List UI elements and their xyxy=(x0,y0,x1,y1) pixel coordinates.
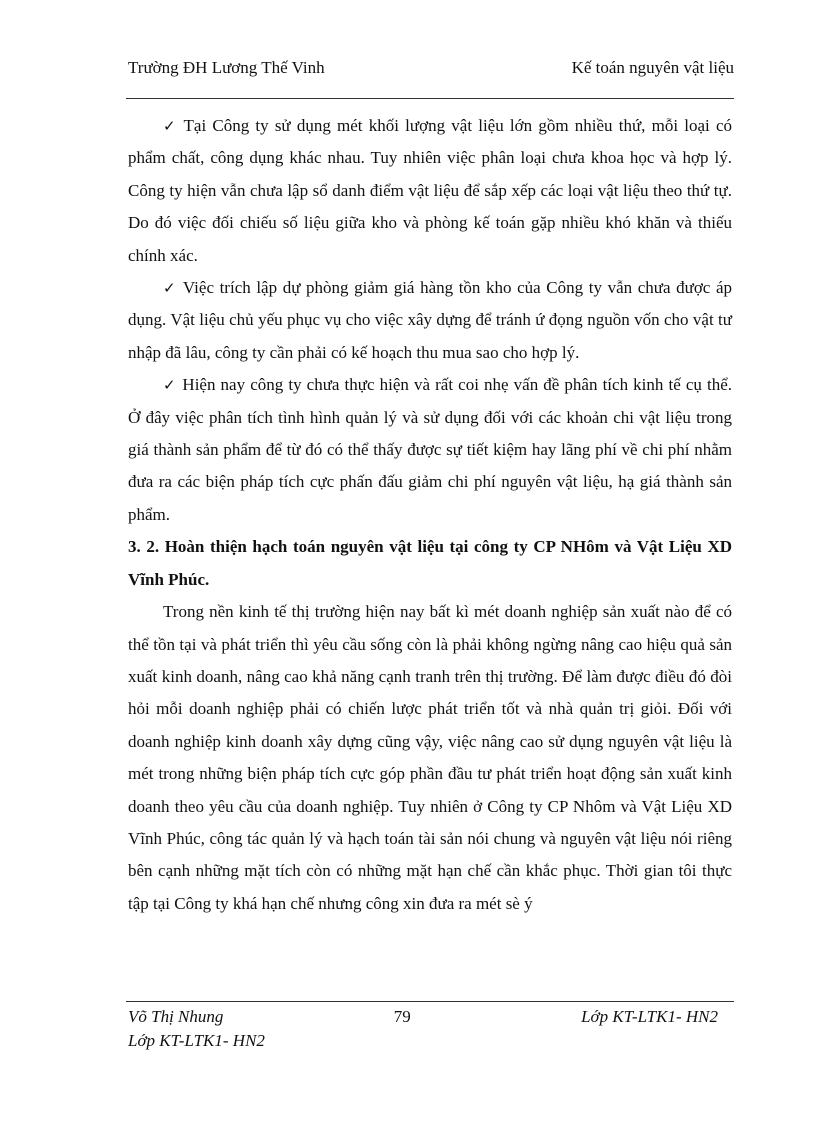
checkmark-icon: ✓ xyxy=(163,279,177,298)
bullet-text: Hiện nay công ty chưa thực hiện và rất coi nhẹ vấn đề phân tích kinh tế cụ thể. Ở đây việc phân tích tình hình quản lý và sử dụng đối với các khoản chi vật liệu trong giá thành sản phẩm để từ đó có thể thấy được sự tiết kiệm hay lãng phí về chi phí nhằm đưa ra các biện pháp tích cực phấn đấu giảm chi phí nguyên vật liệu, hạ giá thành sản phẩm. xyxy=(128,375,732,524)
bullet-text: Việc trích lập dự phòng giảm giá hàng tồn kho của Công ty vẫn chưa được áp dụng. Vật liệu chủ yếu phục vụ cho việc xây dựng để tránh ứ đọng nguồn vốn cho vật tư nhập đã lâu, công ty cần phải có kế hoạch thu mua sao cho hợp lý. xyxy=(128,278,732,362)
section-heading: 3. 2. Hoàn thiện hạch toán nguyên vật liệu tại công ty CP NHôm và Vật Liệu XD Vĩnh Phúc. xyxy=(128,537,732,589)
page-footer xyxy=(128,1005,718,1053)
bullet-paragraph xyxy=(128,369,732,531)
checkmark-icon: ✓ xyxy=(163,117,178,135)
bullet-paragraph xyxy=(128,110,732,272)
footer-divider xyxy=(126,1001,734,1002)
checkmark-icon: ✓ xyxy=(163,376,177,395)
footer-author: Võ Thị Nhung xyxy=(128,1007,224,1026)
bullet-paragraph xyxy=(128,272,732,369)
header-divider xyxy=(126,98,734,99)
header-school: Trường ĐH Lương Thế Vinh xyxy=(128,58,325,77)
page-number: 79 xyxy=(393,1007,411,1026)
page-header xyxy=(128,58,734,78)
header-subject: Kế toán nguyên vật liệu xyxy=(571,58,734,77)
bullet-text: Tại Công ty sử dụng mét khối lượng vật liệu lớn gồm nhiều thứ, mỗi loại có phẩm chất, công dụng khác nhau. Tuy nhiên việc phân loại chưa khoa học và hợp lý. Công ty hiện vẫn chưa lập sổ danh điểm vật liệu để sắp xếp các loại vật liệu theo thứ tự. Do đó việc đối chiếu số liệu giữa kho và phòng kế toán gặp nhiều khó khăn và thiếu chính xác. xyxy=(128,116,732,265)
body-content xyxy=(128,110,732,920)
footer-class-secondary: Lớp KT-LTK1- HN2 xyxy=(128,1031,265,1050)
section-paragraph: Trong nền kinh tế thị trường hiện nay bất kì mét doanh nghiệp sản xuất nào để có thể tồn tại và phát triển thì yêu cầu sống còn là phải không ngừng nâng cao hiệu quả sản xuất kinh doanh, nâng cao khả năng cạnh tranh trên thị trường. Để làm được điều đó đòi hỏi mỗi doanh nghiệp phải có chiến lược phát triển tốt và nhà quản trị giỏi. Đối với doanh nghiệp kinh doanh xây dựng cũng vậy, việc nâng cao sử dụng nguyên vật liệu là mét trong những biện pháp tích cực góp phần đầu tư phát triển hoạt động sản xuất kinh doanh theo yêu cầu của doanh nghiệp. Tuy nhiên ở Công ty CP Nhôm và Vật Liệu XD Vĩnh Phúc, công tác quản lý và hạch toán tài sản nói chung và nguyên vật liệu nói riêng bên cạnh những mặt tích còn có những mặt hạn chế cần khắc phục. Thời gian tôi thực tập tại Công ty khá hạn chế nhưng công xin đưa ra mét sè ý xyxy=(128,602,732,913)
footer-class: Lớp KT-LTK1- HN2 xyxy=(581,1007,718,1026)
